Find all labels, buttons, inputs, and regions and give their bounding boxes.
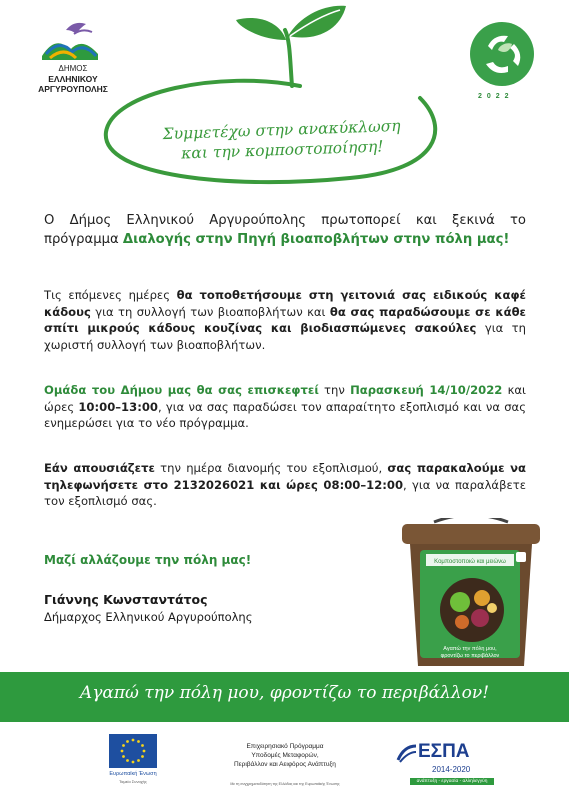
- eu-flag-icon: [109, 734, 157, 768]
- p1-text-c: για τη συλλογή των βιοαποβλήτων και: [90, 304, 330, 319]
- slogan-line-1: Συμμετέχω στην ανακύκλωση: [162, 116, 401, 144]
- p2-team: Ομάδα του Δήμου μας θα σας επισκεφτεί: [44, 383, 319, 397]
- p3-phone: σας παρακαλούμε να τηλεφωνήσετε στο 2132026021 και ώρες 08:00–12:00: [44, 461, 526, 492]
- logo-line-2: ΕΛΛΗΝΙΚΟΥ: [48, 74, 98, 84]
- eu-sub: Ταμείο Συνοχής: [119, 779, 147, 784]
- paragraph-visit: [44, 382, 526, 432]
- recycle-icon: [468, 20, 536, 88]
- eu-label: [100, 771, 166, 785]
- p3-text-b: την ημέρα διανομής του εξοπλισμού,: [154, 461, 388, 475]
- signer-title: Δήμαρχος Ελληνικού Αργυρούπολης: [44, 610, 253, 624]
- p2-date: Παρασκευή 14/10/2022: [350, 383, 503, 397]
- op-line-2: Υποδομές Μεταφορών,: [251, 752, 319, 759]
- espa-years: 2014-2020: [432, 765, 471, 774]
- paragraph-bins: [44, 287, 526, 353]
- p1-text-e: για τη χωριστή συλλογή των βιοαποβλήτων.: [44, 321, 526, 352]
- logo-line-3: ΑΡΓΥΡΟΥΠΟΛΗΣ: [38, 84, 108, 94]
- bin-label-2: Αγαπώ την πόλη μου,: [443, 646, 497, 652]
- espa-title: ΕΣΠΑ: [418, 741, 470, 762]
- p3-text-d: , για να παραλάβετε τον εξοπλισμό σας.: [44, 477, 526, 508]
- bin-label-3: φροντίζω το περιβάλλον: [440, 653, 500, 659]
- p1-bold-d: θα σας παραδώσουμε σε κάθε σπίτι μικρούς κάδους κουζίνας και βιοδιασπώμενες σακούλες: [44, 304, 527, 335]
- bin-label-1: Κομποστοποιώ και μειώνω: [434, 559, 506, 565]
- op-line-1: Επιχειρησιακό Πρόγραμμα: [246, 743, 324, 750]
- espa-tagline: ανάπτυξη - εργασία - αλληλεγγύη: [410, 778, 494, 785]
- logo-line-1: ΔΗΜΟΣ: [58, 64, 88, 73]
- espa-swoosh-icon: [396, 742, 418, 764]
- signer-name: Γιάννης Κωνσταντάτος: [44, 592, 208, 607]
- p2-text-b: την: [318, 383, 351, 397]
- operational-programme: [205, 742, 365, 769]
- compost-bin-image: [396, 518, 546, 668]
- eu-name: Ευρωπαϊκή Ένωση: [109, 771, 157, 777]
- p3-absent: Εάν απουσιάζετε: [44, 461, 155, 475]
- p2-text-d: και ώρες: [44, 383, 526, 414]
- p1-bold-b: θα τοποθετήσουμε στη γειτονιά σας ειδικούς καφέ κάδους: [44, 288, 526, 319]
- p2-text-f: , για να σας παραδώσει τον απαραίτητο εξοπλισμό και να σας ενημερώσει για το νέο πρόγραμμα.: [44, 399, 526, 430]
- year-label: 2022: [478, 93, 514, 100]
- intro-paragraph: [44, 211, 526, 249]
- closing-line: Μαζί αλλάζουμε την πόλη μας!: [44, 553, 252, 567]
- slogan-line-2: και την κομποστοποίηση!: [180, 137, 384, 163]
- p1-text-a: Τις επόμενες ημέρες: [44, 288, 177, 302]
- band-slogan: Αγαπώ την πόλη μου, φροντίζω το περιβάλλον!: [79, 683, 490, 703]
- paragraph-absent: [44, 460, 526, 510]
- intro-highlight: Διαλογής στην Πηγή βιοαποβλήτων στην πόλη μας!: [122, 232, 510, 247]
- p2-hours: 10:00–13:00: [78, 399, 158, 414]
- intro-text: Ο Δήμος Ελληνικού Αργυρούπολης πρωτοπορεί και ξεκινά το πρόγραμμα: [44, 213, 526, 247]
- cofunding-note: Με τη συγχρηματοδότηση της Ελλάδας και της Ευρωπαϊκής Ένωσης: [230, 782, 340, 786]
- op-line-3: Περιβάλλον και Αειφόρος Ανάπτυξη: [234, 761, 336, 768]
